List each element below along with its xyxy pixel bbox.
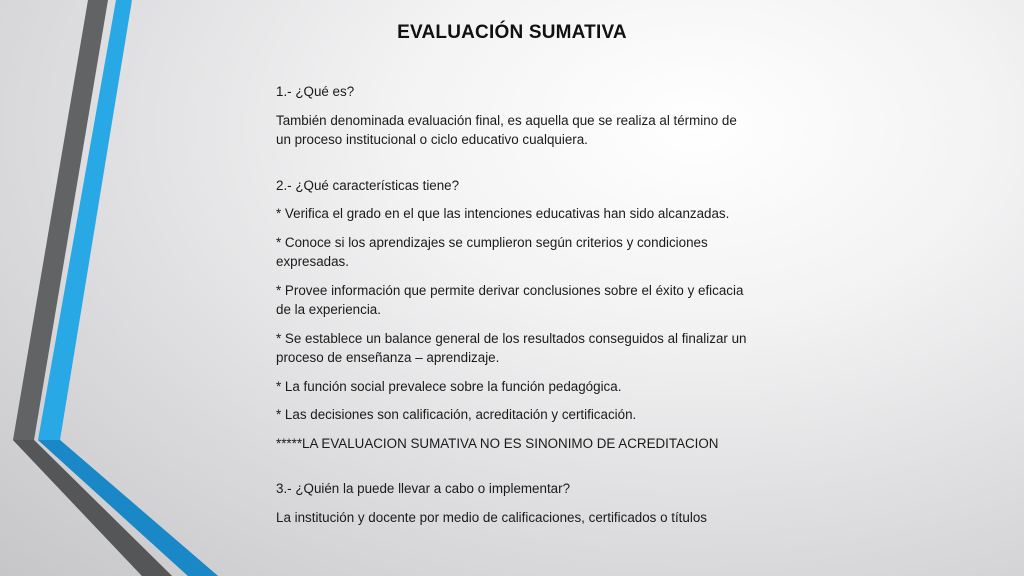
answer-paragraph: La institución y docente por medio de calificaciones, certificados o títulos: [276, 509, 707, 525]
section-heading-quien: 3.- ¿Quién la puede llevar a cabo o implementar?: [276, 481, 571, 496]
list-item: * Se establece un balance general de los resultados conseguidos al finalizar un proceso de enseñanza – aprendizaje.: [276, 330, 747, 365]
list-item: * Las decisiones son calificación, acreditación y certificación.: [276, 407, 637, 422]
gray-stripe: [13, 0, 172, 576]
definition-paragraph: También denominada evaluación final, es aquella que se realiza al término de un proceso institucional o ciclo educativo cualquiera.: [276, 112, 737, 147]
slide-content: [276, 82, 752, 536]
list-item: * Verifica el grado en el que las intenciones educativas han sido alcanzadas.: [276, 206, 730, 221]
note-line: *****LA EVALUACION SUMATIVA NO ES SINONIMO DE ACREDITACION: [276, 435, 719, 451]
section-heading-que-es: 1.- ¿Qué es?: [276, 84, 355, 99]
list-item: * Conoce si los aprendizajes se cumplieron según criterios y condiciones expresadas.: [276, 234, 708, 269]
gray-wedge: [13, 440, 172, 576]
list-item: * Provee información que permite derivar conclusiones sobre el éxito y eficacia de la experiencia.: [276, 282, 744, 317]
list-item: * La función social prevalece sobre la función pedagógica.: [276, 378, 622, 394]
section-heading-caracteristicas: 2.- ¿Qué características tiene?: [276, 177, 460, 193]
slide-title: EVALUACIÓN SUMATIVA: [397, 22, 627, 43]
